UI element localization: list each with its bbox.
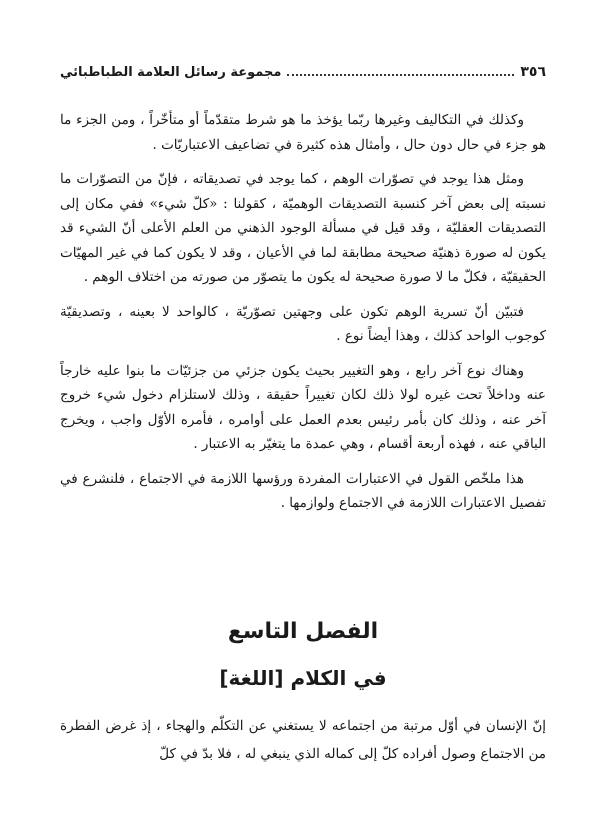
- chapter-title: الفصل التاسع: [227, 619, 379, 644]
- header-leader-dots: [287, 74, 514, 76]
- paragraph: وهناك نوع آخر رابع ، وهو التغيير بحيث يكون جزئي من جزئيّات ما بنوا عليه خارجاً عنه وداخلاً تحت غيره لولا ذلك لكان تغييراً حقيقة ، وذلك لاستلزام دخول شيء خروج آخر عنه ، وذلك كان بأمر رئيس بعدم العمل على أوامره ، فأمره الأوّل واجب ، ويخرج الباقي عنه ، فهذه أربعة أقسام ، وهي عمدة ما يتغيّر به الاعتبار .: [60, 362, 546, 452]
- paragraph: هذا ملخّص القول في الاعتبارات المفردة ورؤسها اللازمة في الاجتماع ، فلنشرع في تفصيل الاعتبارات اللازمة في الاجتماع ولوازمها .: [60, 470, 546, 511]
- paragraph: ومثل هذا يوجد في تصوّرات الوهم ، كما يوجد في تصديقاته ، فإنّ من التصوّرات ما نسبته إلى بعض آخر كنسبة التصديقات الوهميّة ، كقولنا : «كلّ شيء» ففي مكان إلى التصديقات العقليّة ، وقد قيل في مسألة الوجود الذهني من العلم الأعلى أنّ الشيء قد يكون له صورة ذهنيّة صحيحة مطابقة لما في الأعيان ، وقد لا يكون كما في غير المهيّات الحقيقيّة ، فكلّ ما لا صورة صحيحة له يكون ما يتصوّر من صورته من اختلاف الوهم .: [60, 171, 546, 285]
- chapter-heading: [60, 612, 546, 698]
- page-header: [60, 64, 546, 80]
- page-number: ٣٥٦: [520, 64, 546, 80]
- paragraph: وكذلك في التكاليف وغيرها ربّما يؤخذ ما هو شرط متقدّماً أو متأخّراً ، ومن الجزء ما هو جزء في حال دون حال ، وأمثال هذه كثيرة في تضاعيف الاعتباريّات .: [60, 112, 546, 153]
- chapter-subtitle: في الكلام [اللغة]: [219, 666, 387, 690]
- chapter-body-text: [60, 712, 546, 768]
- book-title: مجموعة رسائل العلامة الطباطبائي: [60, 64, 282, 80]
- body-text: [60, 108, 546, 526]
- paragraph: إنّ الإنسان في أوّل مرتبة من اجتماعه لا يستغني عن التكلّم والهجاء ، إذ غرض الفطرة من الاجتماع وصول أفراده كلّ إلى كماله الذي ينبغي له ، فلا بدّ في كلّ: [60, 718, 546, 762]
- paragraph: فتبيّن أنّ تسرية الوهم تكون على وجهتين تصوّريّة ، كالواحد لا بعينه ، وتصديقيّة كوجوب الواحد كذلك ، وهذا أيضاً نوع .: [60, 303, 546, 344]
